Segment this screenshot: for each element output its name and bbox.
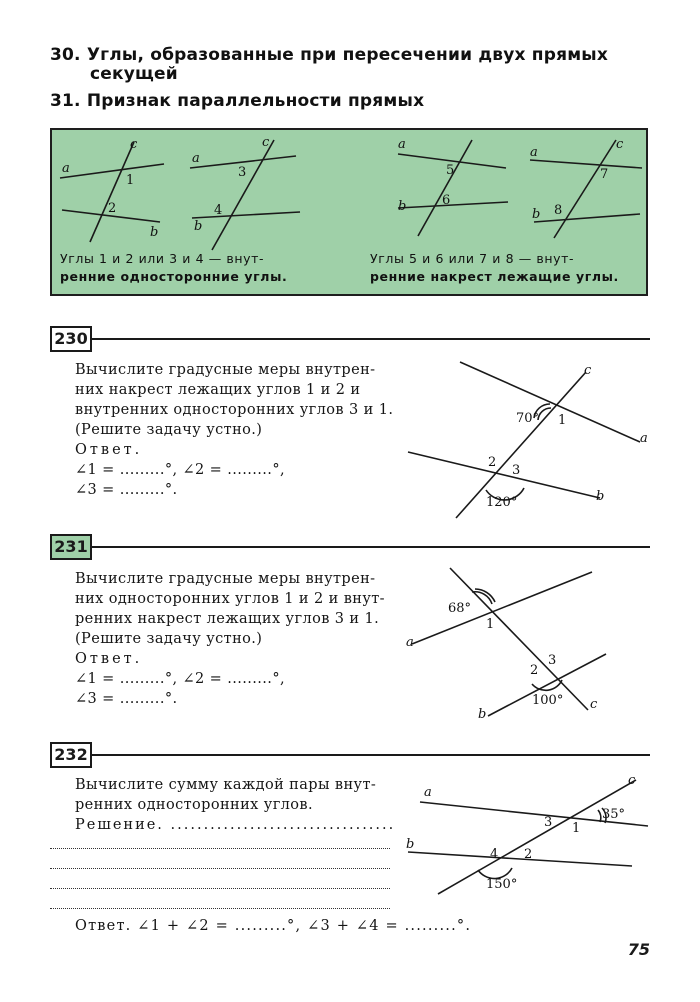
task-231-label-c: c bbox=[590, 697, 598, 712]
task-232-label-c: c bbox=[628, 773, 636, 788]
task-231-answer-line2[interactable]: ∠3 = .........°. bbox=[75, 691, 178, 707]
task-232-label-b: b bbox=[406, 837, 415, 852]
task-231-angle-68: 68° bbox=[448, 601, 472, 616]
task-230-label-b: b bbox=[596, 489, 605, 504]
task-231-angle-3: 3 bbox=[548, 653, 557, 668]
task-230-line-3: внутренних односторонних углов 3 и 1. bbox=[75, 402, 394, 418]
fig2-angle-3: 3 bbox=[238, 165, 247, 180]
task-230-badge: 230 bbox=[50, 326, 92, 352]
task-232-solution-line-1[interactable] bbox=[50, 848, 390, 849]
fig3-label-a: a bbox=[398, 137, 406, 152]
task-231-angle-2: 2 bbox=[530, 663, 539, 678]
theory-caption-right bbox=[370, 250, 619, 286]
theory-caption-right-line2: ренние накрест лежащие углы. bbox=[370, 269, 619, 284]
task-230-answer-line1[interactable]: ∠1 = .........°, ∠2 = .........°, bbox=[75, 462, 285, 478]
task-231-angle-1: 1 bbox=[486, 617, 495, 632]
fig1-angle-2: 2 bbox=[108, 201, 117, 216]
task-230-angle-120: 120° bbox=[486, 495, 518, 510]
task-230-answer-line2[interactable]: ∠3 = .........°. bbox=[75, 482, 178, 498]
task-232-final-answer[interactable]: Ответ. ∠1 + ∠2 = .........°, ∠3 + ∠4 = .........°. bbox=[75, 918, 472, 934]
task-232-solution-line-3[interactable] bbox=[50, 888, 390, 889]
task-230-text bbox=[75, 360, 393, 500]
fig4-angle-7: 7 bbox=[600, 167, 609, 182]
fig2-label-b: b bbox=[194, 219, 203, 234]
task-232-angle-150: 150° bbox=[486, 877, 518, 892]
task-231-label-b: b bbox=[478, 707, 487, 722]
fig2-angle-4: 4 bbox=[214, 203, 223, 218]
fig4-label-b: b bbox=[532, 207, 541, 222]
task-231-text bbox=[75, 569, 385, 709]
task-232-line-1: Вычислите сумму каждой пары внут- bbox=[75, 777, 377, 793]
theory-box bbox=[50, 128, 648, 296]
task-230-label-c: c bbox=[584, 363, 592, 378]
fig1-angle-1: 1 bbox=[126, 173, 135, 188]
section-30-title-line1: 30. Углы, образованные при пересечении двух прямых bbox=[50, 45, 609, 65]
task-230-line-1: Вычислите градусные меры внутрен- bbox=[75, 362, 376, 378]
task-231-answer-line1[interactable]: ∠1 = .........°, ∠2 = .........°, bbox=[75, 671, 285, 687]
task-232-rule bbox=[92, 754, 650, 756]
task-231-angle-100: 100° bbox=[532, 693, 564, 708]
theory-caption-right-line1: Углы 5 и 6 или 7 и 8 — внут- bbox=[370, 251, 575, 266]
section-30-title-line2: секущей bbox=[90, 64, 178, 84]
fig3-label-b: b bbox=[398, 199, 407, 214]
task-232-figure bbox=[400, 770, 655, 902]
fig2-label-c: c bbox=[262, 135, 270, 150]
task-231-rule bbox=[92, 546, 650, 548]
task-231-label-a: a bbox=[406, 635, 414, 650]
task-232-angle-4: 4 bbox=[490, 847, 499, 862]
section-31-title: 31. Признак параллельности прямых bbox=[50, 91, 425, 111]
task-232-line-2: ренних односторонних углов. bbox=[75, 797, 313, 813]
fig3-angle-5: 5 bbox=[446, 163, 455, 178]
task-230-angle-70: 70° bbox=[516, 411, 540, 426]
task-232-text bbox=[75, 775, 395, 835]
task-230-line-2: них накрест лежащих углов 1 и 2 и bbox=[75, 382, 361, 398]
task-231-line-2: них односторонних углов 1 и 2 и внут- bbox=[75, 591, 385, 607]
task-230-figure bbox=[400, 358, 660, 523]
task-232-solution-line-2[interactable] bbox=[50, 868, 390, 869]
task-231-figure bbox=[400, 562, 650, 724]
task-232-angle-1: 1 bbox=[572, 821, 581, 836]
task-231-line-3: ренних накрест лежащих углов 3 и 1. bbox=[75, 611, 380, 627]
theory-caption-left bbox=[60, 250, 287, 286]
task-231-answer-label: Ответ. bbox=[75, 651, 143, 667]
fig4-angle-8: 8 bbox=[554, 203, 563, 218]
task-232-label-a: a bbox=[424, 785, 432, 800]
task-230-answer-label: Ответ. bbox=[75, 442, 143, 458]
task-230-angle-3: 3 bbox=[512, 463, 521, 478]
fig4-label-c: c bbox=[616, 137, 624, 152]
fig4-label-a: a bbox=[530, 145, 538, 160]
task-230-rule bbox=[92, 338, 650, 340]
fig3-angle-6: 6 bbox=[442, 193, 451, 208]
task-230-label-a: a bbox=[640, 431, 648, 446]
task-232-solution-label[interactable]: Решение. .................................. bbox=[75, 817, 396, 833]
task-231-line-4: (Решите задачу устно.) bbox=[75, 631, 263, 647]
fig2-label-a: a bbox=[192, 151, 200, 166]
page-number: 75 bbox=[627, 940, 650, 959]
task-231-badge: 231 bbox=[50, 534, 92, 560]
theory-caption-left-line1: Углы 1 и 2 или 3 и 4 — внут- bbox=[60, 251, 265, 266]
task-230-angle-1: 1 bbox=[558, 413, 567, 428]
task-231-line-1: Вычислите градусные меры внутрен- bbox=[75, 571, 376, 587]
task-232-angle-2: 2 bbox=[524, 847, 533, 862]
task-232-angle-35: 35° bbox=[602, 807, 626, 822]
fig1-label-c: c bbox=[130, 137, 138, 152]
task-230-line-4: (Решите задачу устно.) bbox=[75, 422, 263, 438]
fig1-label-a: a bbox=[62, 161, 70, 176]
task-232-solution-line-4[interactable] bbox=[50, 908, 390, 909]
task-230-angle-2: 2 bbox=[488, 455, 497, 470]
task-232-angle-3: 3 bbox=[544, 815, 553, 830]
fig1-label-b: b bbox=[150, 225, 159, 240]
task-232-badge: 232 bbox=[50, 742, 92, 768]
theory-caption-left-line2: ренние односторонние углы. bbox=[60, 269, 288, 284]
